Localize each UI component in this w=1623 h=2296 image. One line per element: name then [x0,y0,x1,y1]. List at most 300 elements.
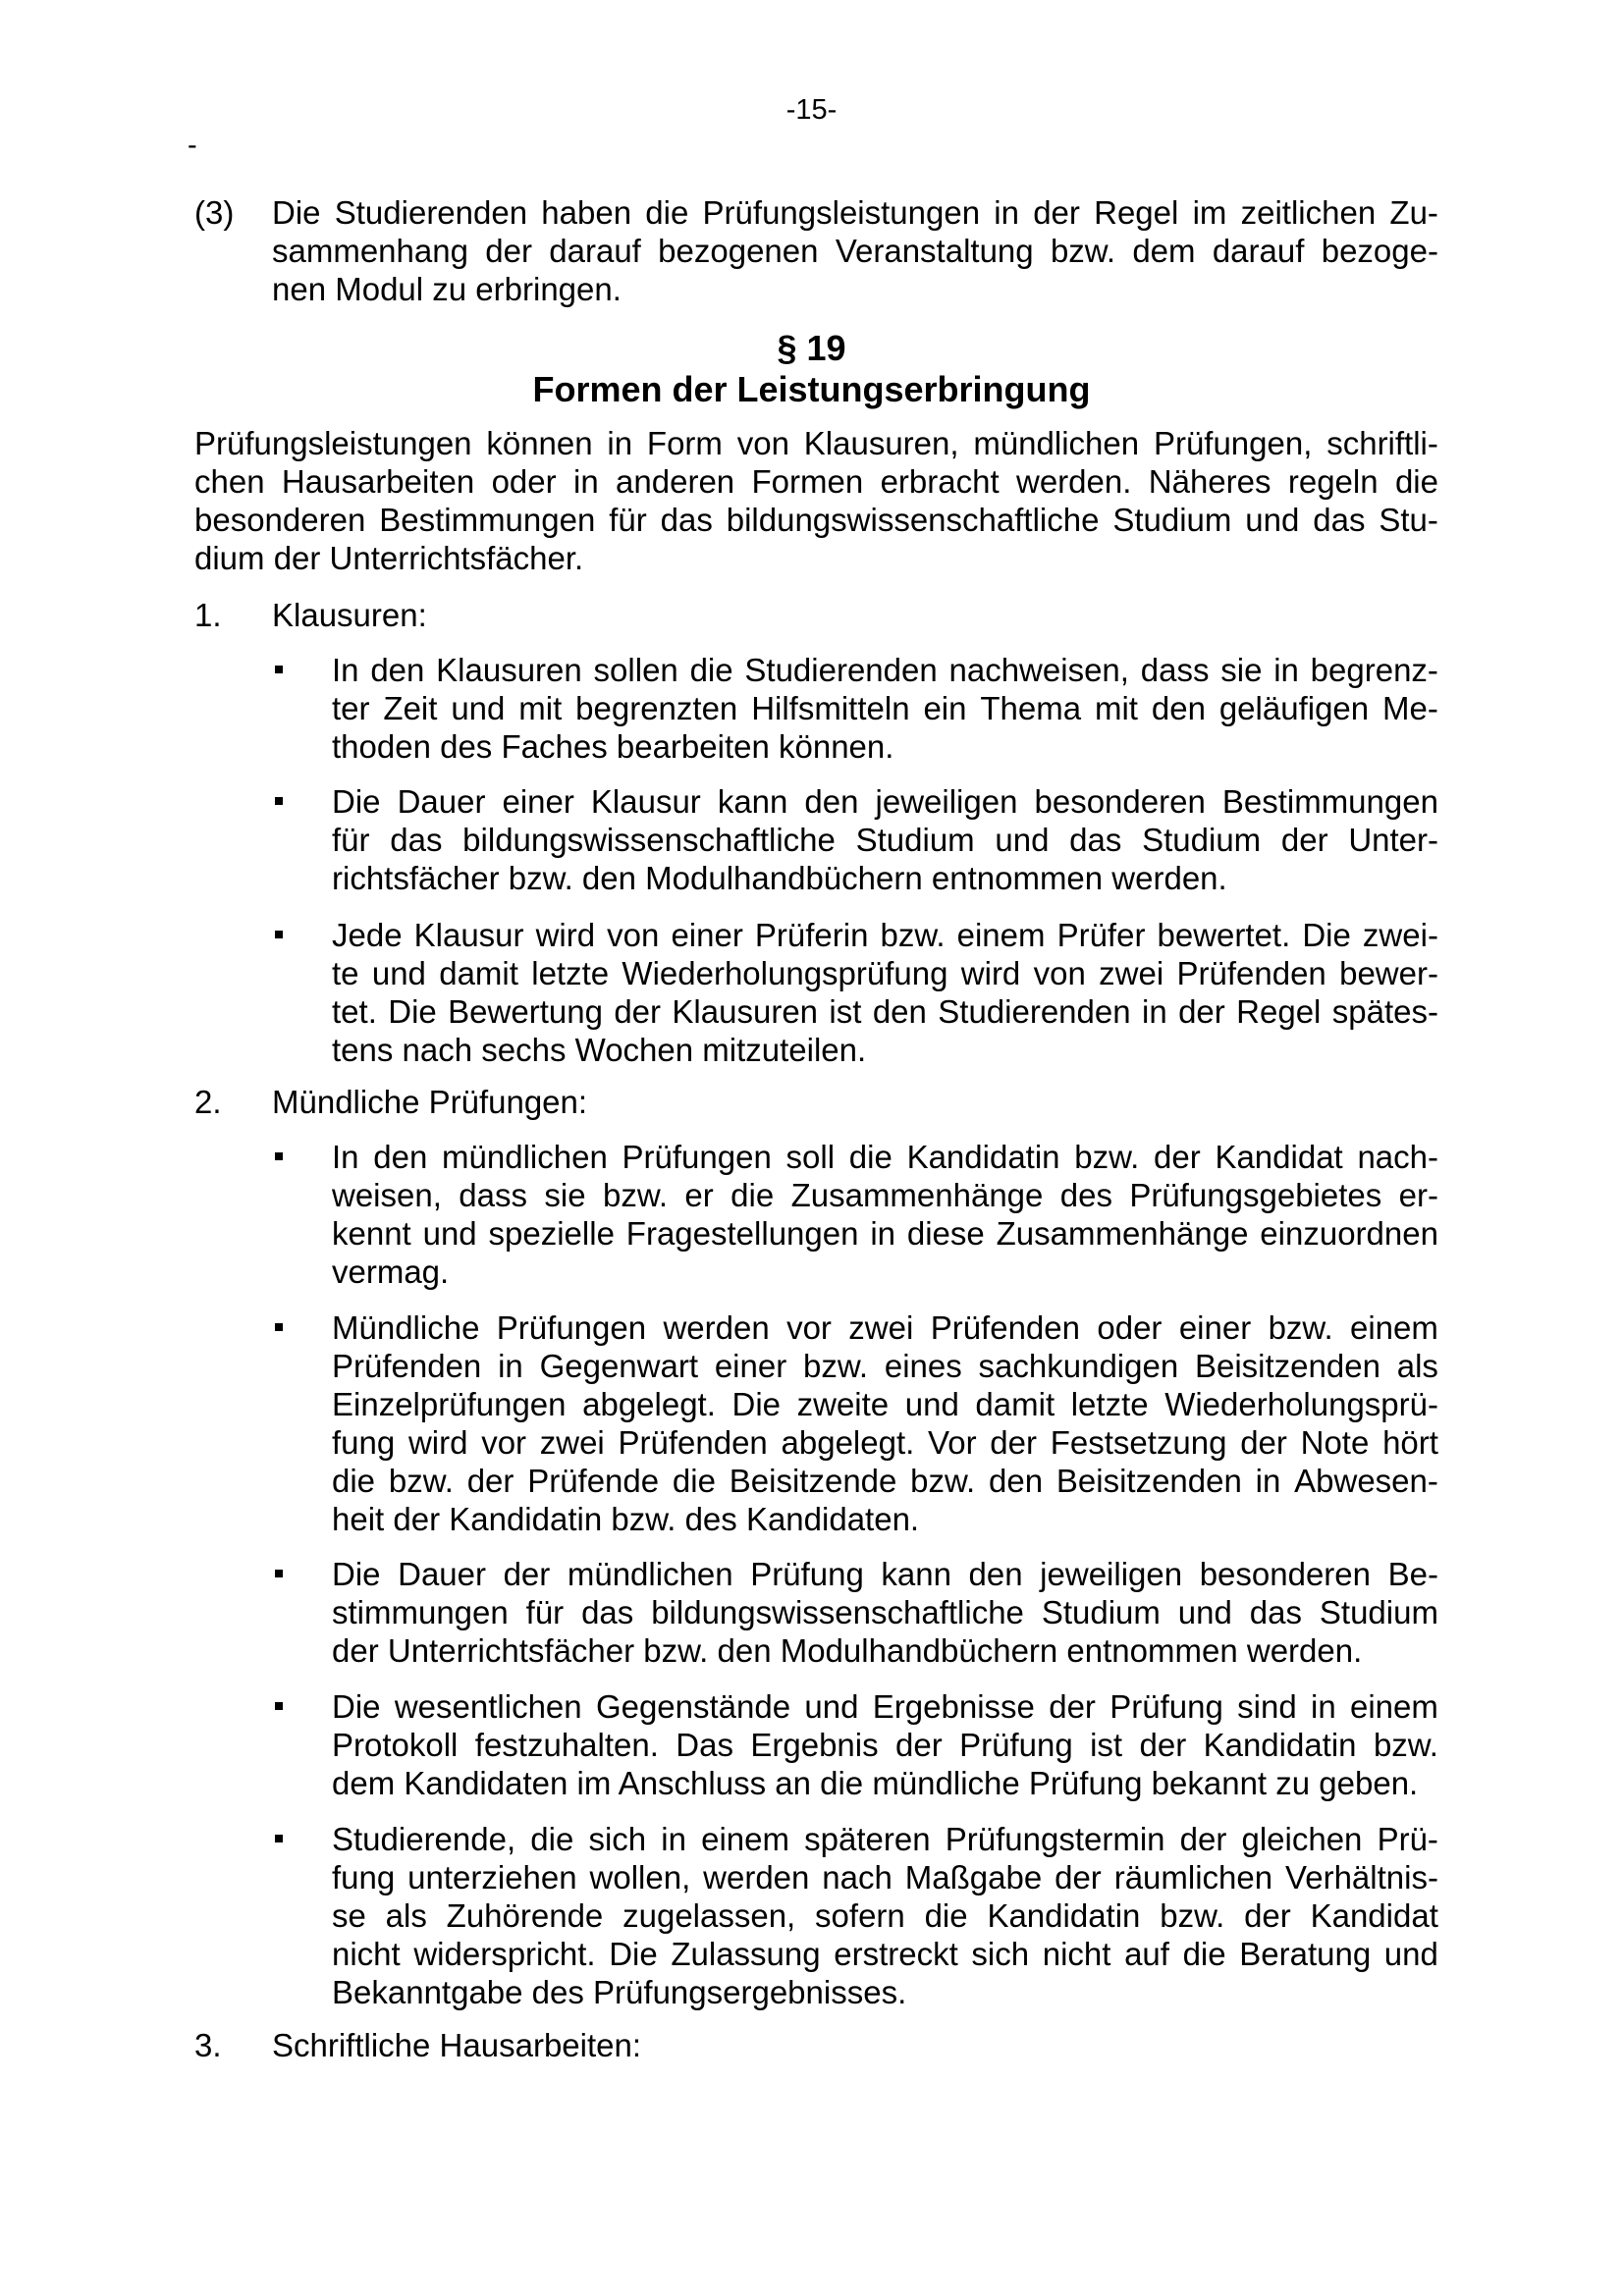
bullet-line [332,916,1438,954]
word: begrenz- [1310,652,1438,688]
item-title: Mündliche Prüfungen: [272,1084,588,1120]
bullet-line: richtsfächer bzw. den Modulhandbüchern entnommen werden. [332,860,1227,896]
word: sie [1220,652,1263,688]
bullet-line [332,1687,1438,1726]
intro-line: dium der Unterrichtsfächer. [194,540,584,576]
bullet-line [332,689,1438,727]
word: sofern [815,1897,905,1934]
word: die [848,1139,893,1175]
word: bzw. [1074,1139,1140,1175]
word: den [373,1139,428,1175]
word: Näheres [1148,463,1271,500]
word: Protokoll [332,1727,459,1763]
word: Wiederholungsprü- [1164,1386,1438,1422]
word: unterziehen [407,1859,577,1896]
word: Kandidat [1215,1139,1343,1175]
word: Beisitzenden [1055,1463,1242,1499]
word: diese [906,1215,985,1252]
word: Ergebnisse [872,1688,1035,1725]
word: Die [332,783,381,820]
word: einer [671,917,743,953]
word: in [1311,1688,1336,1725]
word: Wiederholungsprüfung [622,955,948,991]
word: fung [332,1424,396,1461]
word: besonderen [194,502,366,538]
word: zweite [796,1386,890,1422]
word: Regel [1236,993,1322,1030]
word: als [385,1897,427,1934]
word: des [1059,1177,1113,1213]
paragraph-3-line [272,193,1438,232]
bullet-line [332,782,1438,821]
bullet-line [332,1935,1438,1973]
word: Prüfungen, [1153,425,1313,461]
word: Gegenstände [595,1688,791,1725]
word: zugelassen, [622,1897,796,1934]
word: hört [1382,1424,1438,1461]
word: die [672,1463,716,1499]
word: Regel [1094,194,1179,231]
word: Studium [1112,502,1232,538]
word: bzw. [803,1348,869,1384]
word: Studierenden [938,993,1131,1030]
word: und [371,955,426,991]
word: Kandidatin [1203,1727,1357,1763]
word: bzw. [602,1177,669,1213]
word: darauf [549,233,641,269]
word: sich [588,1821,647,1857]
word: zwei [539,1424,605,1461]
word: Jede [332,917,403,953]
word: der [895,1727,943,1763]
word: auf [1124,1936,1169,1972]
word: dass [1140,652,1210,688]
bullet-line: dem Kandidaten im Anschluss an die mündliche Prüfung bekannt zu geben. [332,1765,1419,1801]
word: einer [1178,1309,1252,1346]
word: kann [881,1556,951,1592]
bullet-line [332,1308,1438,1347]
bullet-marker [275,797,283,805]
word: und [904,1386,959,1422]
word: nicht [1042,1936,1111,1972]
word: sachkundigen [978,1348,1179,1384]
word: bildungswissenschaftliche [651,1594,1024,1630]
word: jeweiligen [1040,1556,1183,1592]
intro-line [194,501,1438,539]
bullet-line: thoden des Faches bearbeiten können. [332,728,894,765]
word: bzw. [910,1463,976,1499]
word: und [1245,502,1300,538]
bullet-line [332,1423,1438,1462]
word: den [370,652,425,688]
word: oder [491,463,557,500]
word: Zulassung [671,1936,821,1972]
word: erstreckt [834,1936,958,1972]
word: darauf [1212,233,1305,269]
word: bzw. [1050,233,1115,269]
word: er- [1398,1177,1438,1213]
bullet-line [332,1138,1438,1176]
word: Studium [1041,1594,1161,1630]
word: gleichen [1241,1821,1363,1857]
word: Hausarbeiten [281,463,475,500]
word: abgelegt. [781,1424,915,1461]
word: die [1394,463,1438,500]
word: Studierenden [334,194,528,231]
section-number: § 19 [777,328,846,368]
bullet-line [332,1176,1438,1214]
word: einer [502,783,574,820]
word: einem [701,1821,790,1857]
word: wollen, [589,1859,691,1896]
bullet-line [332,992,1438,1031]
word: der [1055,1859,1102,1896]
word: ein [923,690,967,726]
word: Prüfungsleistungen [702,194,981,231]
bullet-line: heit der Kandidatin bzw. des Kandidaten. [332,1501,920,1537]
bullet-line [332,1820,1438,1858]
word: Bewertung [448,993,603,1030]
word: schriftli- [1326,425,1438,461]
word: Note [1300,1424,1370,1461]
word: der [1244,1897,1291,1934]
word: der [1049,1688,1096,1725]
word: nach [822,1859,893,1896]
word: den [968,1556,1023,1592]
bullet-line [332,1896,1438,1935]
bullet-line [332,1593,1438,1631]
word: besonderen [1034,783,1206,820]
word: Vor [928,1424,977,1461]
word: und [804,1688,859,1725]
word: Prüfung [959,1727,1073,1763]
word: Die [272,194,321,231]
word: tet. [332,993,377,1030]
word: Formen [751,463,864,500]
item-number: 1. [194,597,222,633]
word: Festsetzung [1050,1424,1227,1461]
word: im [1192,194,1227,231]
word: Bestimmungen [1221,783,1438,820]
word: Maßgabe [904,1859,1043,1896]
word: als [1396,1348,1438,1384]
word: Prüfung [1109,1688,1223,1725]
word: geläufigen [1218,690,1370,726]
word: der [1280,822,1328,858]
word: Die [332,1556,381,1592]
word: Die [1302,917,1351,953]
word: die [1182,1936,1226,1972]
word: soll [785,1139,836,1175]
paragraph-3-label: (3) [194,194,235,231]
word: das [581,1594,634,1630]
word: in [498,1348,523,1384]
word: anderen [616,463,735,500]
word: Einzelprüfungen [332,1386,567,1422]
word: ter [332,690,370,726]
word: Me- [1382,690,1438,726]
bullet-line [332,1462,1438,1500]
word: Zusammenhänge [996,1215,1249,1252]
word: und [1177,1594,1232,1630]
word: der [1178,993,1225,1030]
word: den [804,783,859,820]
word: chen [194,463,265,500]
word: werden [703,1859,810,1896]
word: wird [535,917,596,953]
bullet-line [332,1214,1438,1253]
word: von [1033,955,1086,991]
word: die [730,1177,775,1213]
word: zwei [1099,955,1164,991]
word: Zeit [383,690,438,726]
word: der [1139,1727,1187,1763]
word: und [1383,1936,1438,1972]
word: das [660,502,713,538]
word: bezoge- [1321,233,1438,269]
word: ist [829,993,862,1030]
word: Das [676,1727,733,1763]
bullet-marker [275,931,283,938]
word: kann [717,783,788,820]
word: jeweiligen [875,783,1018,820]
word: Studium [1319,1594,1438,1630]
word: der [990,1424,1037,1461]
word: letzte [1070,1386,1149,1422]
word: Unter- [1348,822,1438,858]
word: für [525,1594,565,1630]
word: in [661,1821,686,1857]
word: spätes- [1331,993,1438,1030]
word: Beisitzenden [1194,1348,1380,1384]
word: Abwesen- [1294,1463,1438,1499]
word: Prüfungen [496,1309,647,1346]
word: einem [1350,1688,1438,1725]
word: zwei- [1362,917,1438,953]
word: stimmungen [332,1594,509,1630]
word: wird [407,1424,468,1461]
word: das [390,822,443,858]
word: Prüfende [527,1463,660,1499]
word: sollen [593,652,678,688]
word: einzuordnen [1260,1215,1438,1252]
word: in [994,194,1019,231]
word: werden [663,1309,770,1346]
word: werden. [1016,463,1132,500]
word: weisen, [332,1177,442,1213]
word: Be- [1387,1556,1438,1592]
word: die [332,1463,376,1499]
word: einer [714,1348,787,1384]
word: begrenzten [575,690,738,726]
word: Prüferin [754,917,869,953]
item-title: Schriftliche Hausarbeiten: [272,2027,642,2063]
word: mit [1094,690,1138,726]
word: erbracht [880,463,1000,500]
word: zeitlichen [1240,194,1377,231]
bullet-marker [275,1570,283,1577]
word: dass [459,1177,527,1213]
word: der [466,1463,514,1499]
bullet-marker [275,666,283,673]
bullet-line: vermag. [332,1254,450,1290]
word: Prüfenden [930,1309,1080,1346]
word: Die [388,993,437,1030]
item-title: Klausuren: [272,597,427,633]
word: Dauer [398,1556,486,1592]
word: Die [731,1386,782,1422]
word: festzuhalten. [474,1727,659,1763]
word: von [607,917,660,953]
word: bewertet. [1157,917,1291,953]
word: Klausuren [436,652,582,688]
word: Kandidat [1310,1897,1438,1934]
word: Prüfenden [618,1424,768,1461]
bullet-line [332,1858,1438,1896]
word: vor [786,1309,832,1346]
word: Stu- [1379,502,1438,538]
word: in [573,463,599,500]
word: die [530,1821,574,1857]
intro-line [194,424,1438,462]
word: die [689,652,733,688]
word: bildungswissenschaftliche [462,822,836,858]
word: räumlichen [1113,1859,1273,1896]
word: Prüfenden [1176,955,1326,991]
word: bzw. [1160,1897,1225,1934]
word: die [924,1897,968,1934]
word: nachweisen, [948,652,1129,688]
word: Studierenden [744,652,938,688]
word: das [1069,822,1122,858]
word: Studium [1142,822,1262,858]
word: von [736,425,789,461]
bullet-line [332,954,1438,992]
word: sammenhang [272,233,468,269]
word: Hilfsmitteln [751,690,910,726]
word: Prüfungen [622,1139,772,1175]
word: Fragestellungen [625,1215,859,1252]
word: in [607,425,633,461]
section-title: Formen der Leistungserbringung [532,369,1091,409]
word: fung [332,1859,396,1896]
word: der [1240,1424,1287,1461]
word: Kandidatin [987,1897,1141,1934]
word: ist [1090,1727,1123,1763]
word: das [1313,502,1366,538]
word: Zusammenhänge [790,1177,1044,1213]
word: Klausur [413,917,524,953]
word: Mündliche [332,1309,480,1346]
word: er [684,1177,714,1213]
word: und [422,1215,477,1252]
word: Prüfungsleistungen [194,425,472,461]
word: Die [332,1688,381,1725]
word: widerspricht. [413,1936,596,1972]
bullet-line [332,821,1438,859]
word: mündlichen [973,425,1140,461]
word: sie [544,1177,586,1213]
word: sind [1237,1688,1297,1725]
word: Form [646,425,723,461]
bullet-line: der Unterrichtsfächer bzw. den Modulhandbüchern entnommen werden. [332,1632,1363,1669]
word: regeln [1287,463,1379,500]
word: den [989,1463,1044,1499]
word: vor [481,1424,527,1461]
word: Klausuren [672,993,819,1030]
word: dem [1132,233,1196,269]
intro-line [194,462,1438,501]
top-dash-mark: - [188,130,197,161]
word: für [332,822,370,858]
word: damit [975,1386,1055,1422]
word: der [1179,1821,1227,1857]
word: Zu- [1389,194,1438,231]
paragraph-3-line: nen Modul zu erbringen. [272,271,622,307]
bullet-line [332,1385,1438,1423]
word: Studium [855,822,975,858]
page-number: -15- [785,94,838,126]
word: den [1151,690,1206,726]
word: Beisitzende [729,1463,897,1499]
word: können [486,425,593,461]
word: bezogenen [658,233,819,269]
word: Thema [980,690,1082,726]
item-number: 2. [194,1084,222,1120]
word: der [485,233,532,269]
paragraph-3-line [272,232,1438,270]
word: Klausuren, [803,425,959,461]
bullet-line [332,1726,1438,1764]
bullet-line: tens nach sechs Wochen mitzuteilen. [332,1032,867,1068]
word: Bestimmungen [379,502,596,538]
word: nach- [1357,1139,1438,1175]
word: eines [884,1348,962,1384]
word: das [1249,1594,1302,1630]
bullet-line: Bekanntgabe des Prüfungsergebnisses. [332,1974,907,2010]
word: Prüfung [750,1556,864,1592]
word: abgelegt. [582,1386,716,1422]
word: kennt [332,1215,411,1252]
word: wesentlichen [394,1688,582,1725]
word: der [1033,194,1080,231]
bullet-marker [275,1835,283,1842]
word: späteren [804,1821,931,1857]
word: mündlichen [567,1556,733,1592]
word: einem [956,917,1046,953]
word: der [1154,1139,1201,1175]
word: und [451,690,506,726]
word: bzw. [880,917,946,953]
word: nicht [332,1936,401,1972]
word: te [332,955,359,991]
word: bzw. [1373,1727,1438,1763]
word: Verhältnis- [1285,1859,1438,1896]
word: in [1255,1463,1281,1499]
word: besonderen [1199,1556,1372,1592]
word: letzte [531,955,610,991]
word: der [614,993,662,1030]
word: Studierende, [332,1821,516,1857]
word: bzw. [388,1463,454,1499]
word: der [503,1556,551,1592]
word: spezielle [488,1215,615,1252]
word: Zuhörende [446,1897,604,1934]
word: den [872,993,927,1030]
word: Prü- [1377,1821,1438,1857]
word: Prüfungstermin [945,1821,1165,1857]
word: Gegenwart [539,1348,699,1384]
